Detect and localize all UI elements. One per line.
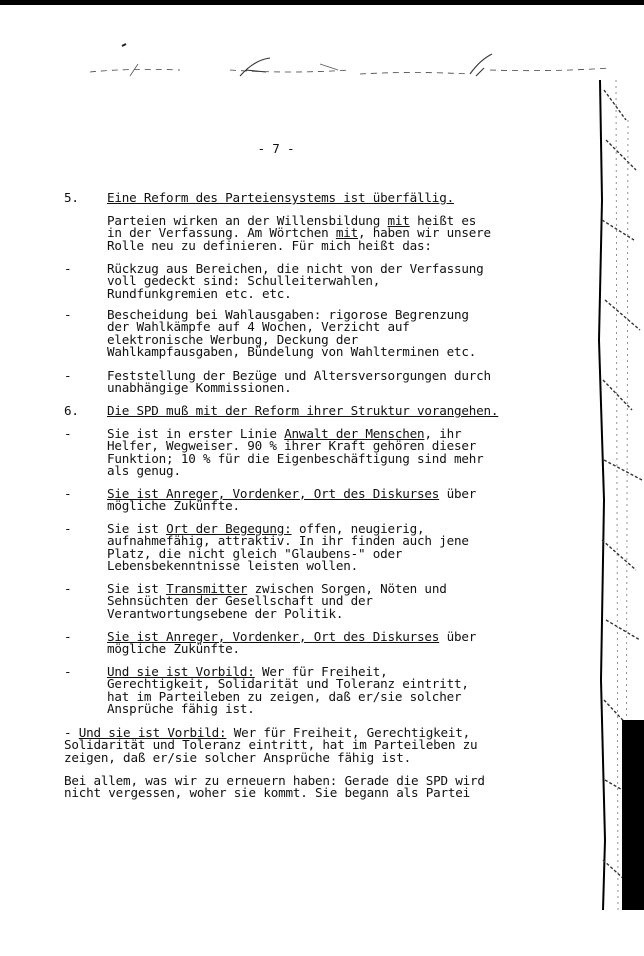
bullet-transmitter: Sie ist Transmitter zwischen Sorgen, Nöten und Sehnsüchten der Gesellschaft und der Verantwortungsebene der Politik. bbox=[107, 581, 447, 621]
bullet-dash: - bbox=[64, 307, 72, 322]
bullet-dash: - bbox=[64, 581, 72, 596]
bullet-anwalt: Sie ist in erster Linie Anwalt der Menschen, ihr Helfer, Wegweiser. 90 % ihrer Kraft gehören dieser Funktion; 10 % für die Eigenbeschäftigung sind mehr als genug. bbox=[107, 426, 484, 479]
section-6-heading: Die SPD muß mit der Reform ihrer Struktur vorangehen. bbox=[107, 403, 499, 418]
section-5-number: 5. bbox=[64, 190, 79, 205]
bullet-dash: - bbox=[64, 261, 72, 276]
paragraph-closing: Bei allem, was wir zu erneuern haben: Gerade die SPD wird nicht vergessen, woher sie kommt. Sie begann als Partei bbox=[64, 773, 485, 801]
bullet-bescheidung: Bescheidung bei Wahlausgaben: rigorose Begrenzung der Wahlkämpfe auf 4 Wochen, Verzicht auf elektronische Werbung, Deckung der Wahlkampfausgaben, Bündelung von Wahlterminen etc. bbox=[107, 307, 477, 360]
paragraph-vorbild: - Und sie ist Vorbild: Wer für Freiheit, Gerechtigkeit, Solidarität und Toleranz eintritt, hat im Parteileben zu zeigen, daß er/sie solcher Ansprüche fähig ist. bbox=[64, 725, 478, 765]
section-6-number: 6. bbox=[64, 403, 79, 418]
bullet-dash: - bbox=[64, 426, 72, 441]
bullet-dash: - bbox=[64, 521, 72, 536]
bullet-dash: - bbox=[64, 368, 72, 383]
bullet-vorbild: Und sie ist Vorbild: Wer für Freiheit, Gerechtigkeit, Solidarität und Toleranz eintritt, hat im Parteileben zu zeigen, daß er/sie solcher Ansprüche fähig ist. bbox=[107, 664, 469, 717]
bullet-begegnung: Sie ist Ort der Begegung: offen, neugierig, aufnahmefähig, attraktiv. In ihr finden auch jene Platz, die nicht gleich "Glaubens-" oder Lebensbekenntnisse leisten wollen. bbox=[107, 521, 469, 574]
bullet-rueckzug: Rückzug aus Bereichen, die nicht von der Verfassung voll gedeckt sind: Schulleiterwahlen, Rundfunkgremien etc. etc. bbox=[107, 261, 484, 301]
bullet-dash: - bbox=[64, 486, 72, 501]
section-5-heading: Eine Reform des Parteiensystems ist überfällig. bbox=[107, 190, 454, 205]
page-number: - 7 - bbox=[257, 141, 295, 156]
bullet-anreger-2: Sie ist Anreger, Vordenker, Ort des Diskurses über mögliche Zukünfte. bbox=[107, 629, 477, 657]
bullet-anreger-1: Sie ist Anreger, Vordenker, Ort des Diskurses über mögliche Zukünfte. bbox=[107, 486, 477, 514]
bullet-dash: - bbox=[64, 629, 72, 644]
section-5-paragraph: Parteien wirken an der Willensbildung mit heißt es in der Verfassung. Am Wörtchen mit, haben wir unsere Rolle neu zu definieren. Für mich heißt das: bbox=[107, 213, 491, 253]
bullet-feststellung: Feststellung der Bezüge und Altersversorgungen durch unabhängige Kommissionen. bbox=[107, 368, 491, 396]
bullet-dash: - bbox=[64, 664, 72, 679]
